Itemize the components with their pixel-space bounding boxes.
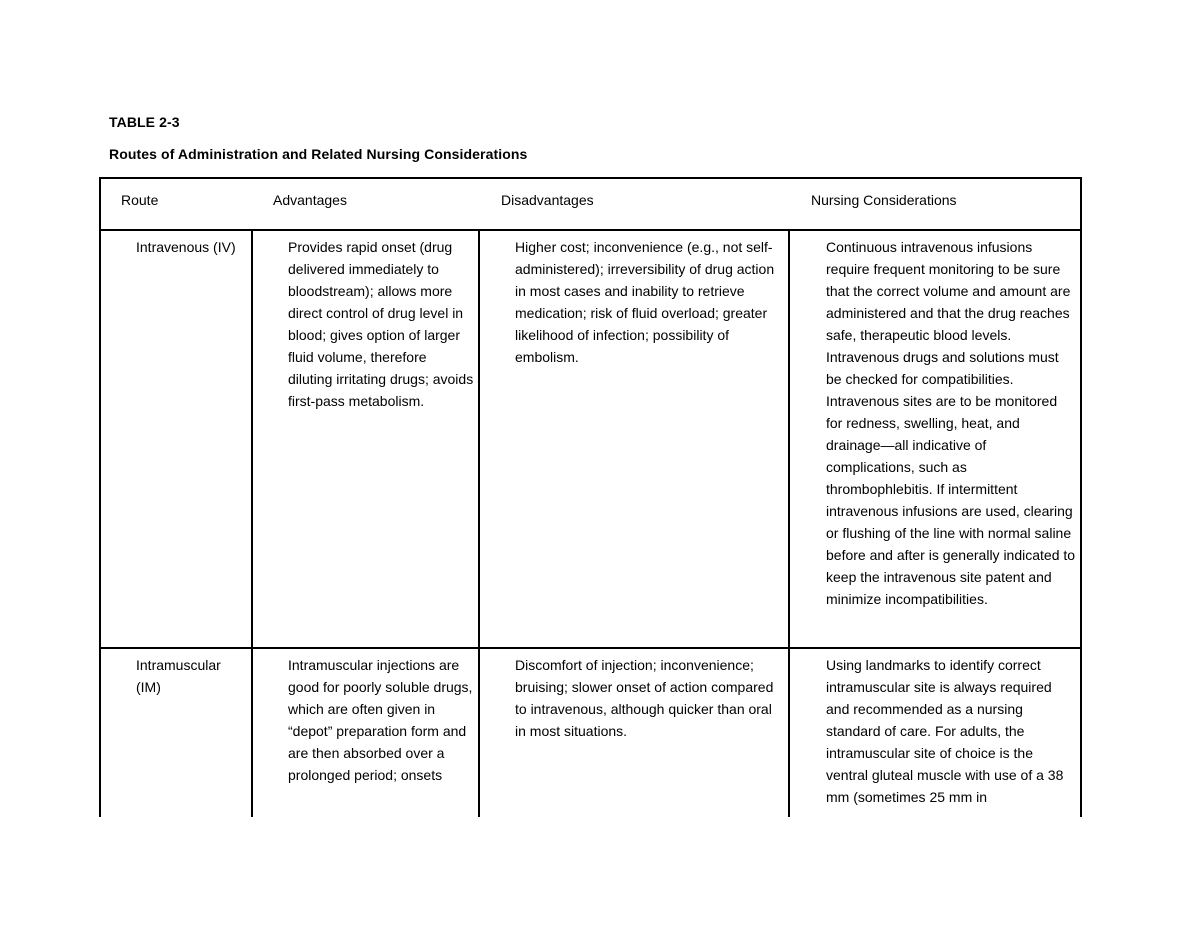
header-route: Route (121, 192, 159, 208)
table-title: Routes of Administration and Related Nursing Considerations (109, 146, 528, 162)
header-disadvantages: Disadvantages (501, 192, 594, 208)
header-row-divider (99, 229, 1082, 231)
row-im-advantages: Intramuscular injections are good for poorly soluble drugs, which are often given in “depot” preparation form and are then absorbed over a prolonged period; onsets (288, 657, 473, 783)
column-divider-advantages (478, 229, 480, 817)
header-nursing-considerations: Nursing Considerations (811, 192, 957, 208)
column-divider-route (251, 229, 253, 817)
row-iv-advantages: Provides rapid onset (drug delivered immediately to bloodstream); allows more direct control of drug level in blood; gives option of larger fluid volume, therefore diluting irritating drugs; avoids first-pass metabolism. (288, 239, 474, 409)
row-iv-disadvantages: Higher cost; inconvenience (e.g., not self-administered); irreversibility of drug action in most cases and inability to retrieve medication; risk of fluid overload; greater likelihood of infection; possibility of embolism. (515, 239, 775, 365)
row-iv-route: Intravenous (IV) (136, 239, 236, 255)
table-label: TABLE 2-3 (109, 114, 180, 130)
row-iv-nursing-considerations: Continuous intravenous infusions require frequent monitoring to be sure that the correct volume and amount are administered and that the drug reaches safe, therapeutic blood levels. Intravenous drugs and solutions must be checked for compatibilities. Intravenous sites are to be monitored for redness, swelling, heat, and drainage—all indicative of complications, such as thrombophlebitis. If intermittent intravenous infusions are used, clearing or flushing of the line with normal saline before and after is generally indicated to keep the intravenous site patent and minimize incompatibilities. (826, 239, 1076, 607)
row-divider (99, 647, 1082, 649)
row-im-disadvantages: Discomfort of injection; inconvenience; bruising; slower onset of action compared to intravenous, although quicker than oral in most situations. (515, 657, 774, 739)
header-advantages: Advantages (273, 192, 347, 208)
row-im-route: Intramuscular (IM) (136, 657, 221, 695)
column-divider-disadvantages (788, 229, 790, 817)
row-im-nursing-considerations: Using landmarks to identify correct intramuscular site is always required and recommended as a nursing standard of care. For adults, the intramuscular site of choice is the ventral gluteal muscle with use of a 38 mm (sometimes 25 mm in (826, 657, 1064, 805)
